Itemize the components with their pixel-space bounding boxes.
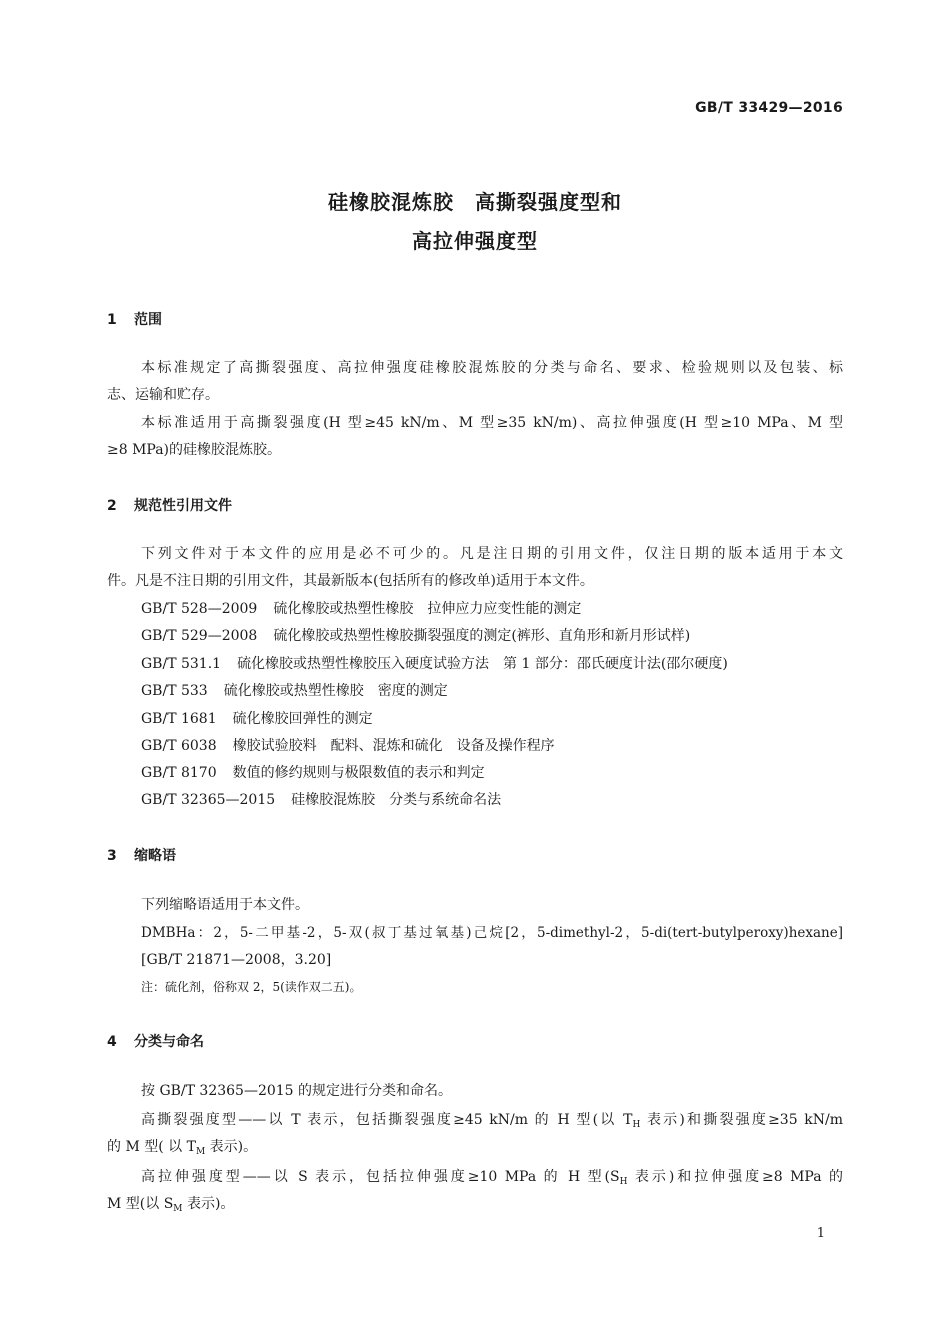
reference-title: 硫化橡胶或热塑性橡胶撕裂强度的测定(裤形、直角形和新月形试样) [273, 628, 691, 644]
reference-item [141, 600, 581, 618]
reference-code: GB/T 32365—2015 [141, 792, 276, 808]
note: 注：硫化剂，俗称双 2，5(读作双二五)。 [141, 980, 362, 994]
abbreviation-definition: DMBHa：2，5-二甲基-2，5-双(叔丁基过氧基)己烷[2，5-dimethyl-2，5-di(tert-butylperoxy)hexane] [141, 925, 843, 941]
paragraph-line: 件。凡是不注日期的引用文件，其最新版本(包括所有的修改单)适用于本文件。 [107, 573, 594, 589]
section-number: 2 [107, 498, 117, 514]
section-4-heading [107, 1031, 204, 1051]
text-run: 高撕裂强度型——以 T 表示，包括撕裂强度≥45 kN/m 的 H 型(以 T [141, 1112, 633, 1128]
reference-title: 硅橡胶混炼胶 分类与系统命名法 [291, 792, 502, 808]
text-run: 表示)和撕裂强度≥35 kN/m [640, 1112, 843, 1128]
section-title: 缩略语 [134, 848, 176, 864]
subscript: H [632, 1120, 641, 1130]
subscript: M [195, 1147, 206, 1157]
paragraph-line: ≥8 MPa)的硅橡胶混炼胶。 [107, 442, 282, 458]
reference-code: GB/T 1681 [141, 711, 217, 727]
section-title: 范围 [134, 312, 162, 328]
page-number: 1 [816, 1226, 825, 1241]
paragraph-line [141, 1168, 843, 1191]
paragraph-line: 按 GB/T 32365—2015 的规定进行分类和命名。 [141, 1083, 453, 1099]
text-run: 表示)和拉伸强度≥8 MPa 的 [627, 1169, 843, 1185]
reference-code: GB/T 6038 [141, 738, 217, 754]
reference-code: GB/T 533 [141, 683, 208, 699]
paragraph-line: 本标准适用于高撕裂强度(H 型≥45 kN/m、M 型≥35 kN/m)、高拉伸强度(H 型≥10 MPa、M 型 [141, 415, 843, 431]
abbreviation-source: [GB/T 21871—2008，3.20] [141, 952, 332, 968]
paragraph-line [141, 1111, 843, 1134]
reference-item [141, 764, 485, 782]
text-run: 表示)。 [205, 1139, 258, 1155]
section-title: 规范性引用文件 [134, 498, 232, 514]
reference-title: 硫化橡胶或热塑性橡胶压入硬度试验方法 第 1 部分：邵氏硬度计法(邵尔硬度) [237, 656, 728, 672]
section-number: 3 [107, 848, 117, 864]
reference-title: 橡胶试验胶料 配料、混炼和硫化 设备及操作程序 [232, 738, 555, 754]
text-run: 高拉伸强度型——以 S 表示，包括拉伸强度≥10 MPa 的 H 型(S [141, 1169, 620, 1185]
reference-item [141, 655, 728, 673]
reference-code: GB/T 528—2009 [141, 601, 258, 617]
text-run: M 型(以 S [107, 1196, 174, 1212]
section-2-heading [107, 495, 232, 515]
subscript: H [619, 1177, 628, 1187]
paragraph-line: 下列缩略语适用于本文件。 [141, 897, 309, 913]
section-1-heading [107, 309, 162, 329]
section-3-heading [107, 845, 176, 865]
reference-item [141, 682, 448, 700]
reference-code: GB/T 529—2008 [141, 628, 258, 644]
reference-code: GB/T 8170 [141, 765, 217, 781]
reference-item [141, 737, 555, 755]
reference-title: 硫化橡胶回弹性的测定 [232, 711, 373, 727]
reference-title: 硫化橡胶或热塑性橡胶 密度的测定 [223, 683, 448, 699]
paragraph-line [107, 1138, 257, 1161]
document-title-line2: 高拉伸强度型 [412, 229, 538, 253]
standard-number: GB/T 33429—2016 [695, 100, 843, 116]
reference-item [141, 627, 690, 645]
paragraph-line: 本标准规定了高撕裂强度、高拉伸强度硅橡胶混炼胶的分类与命名、要求、检验规则以及包装、标 [141, 360, 843, 376]
paragraph-line: 下列文件对于本文件的应用是必不可少的。凡是注日期的引用文件，仅注日期的版本适用于本文 [141, 546, 843, 562]
text-run: 的 M 型( 以 T [107, 1139, 196, 1155]
section-number: 4 [107, 1034, 117, 1050]
reference-item [141, 791, 501, 809]
text-run: 表示)。 [182, 1196, 235, 1212]
reference-title: 硫化橡胶或热塑性橡胶 拉伸应力应变性能的测定 [273, 601, 582, 617]
reference-title: 数值的修约规则与极限数值的表示和判定 [232, 765, 485, 781]
paragraph-line [107, 1195, 234, 1218]
subscript: M [173, 1204, 183, 1214]
section-number: 1 [107, 312, 117, 328]
reference-item [141, 710, 373, 728]
reference-code: GB/T 531.1 [141, 656, 222, 672]
document-title-line1: 硅橡胶混炼胶 高撕裂强度型和 [328, 190, 622, 214]
paragraph-line: 志、运输和贮存。 [107, 387, 219, 403]
section-title: 分类与命名 [134, 1034, 204, 1050]
